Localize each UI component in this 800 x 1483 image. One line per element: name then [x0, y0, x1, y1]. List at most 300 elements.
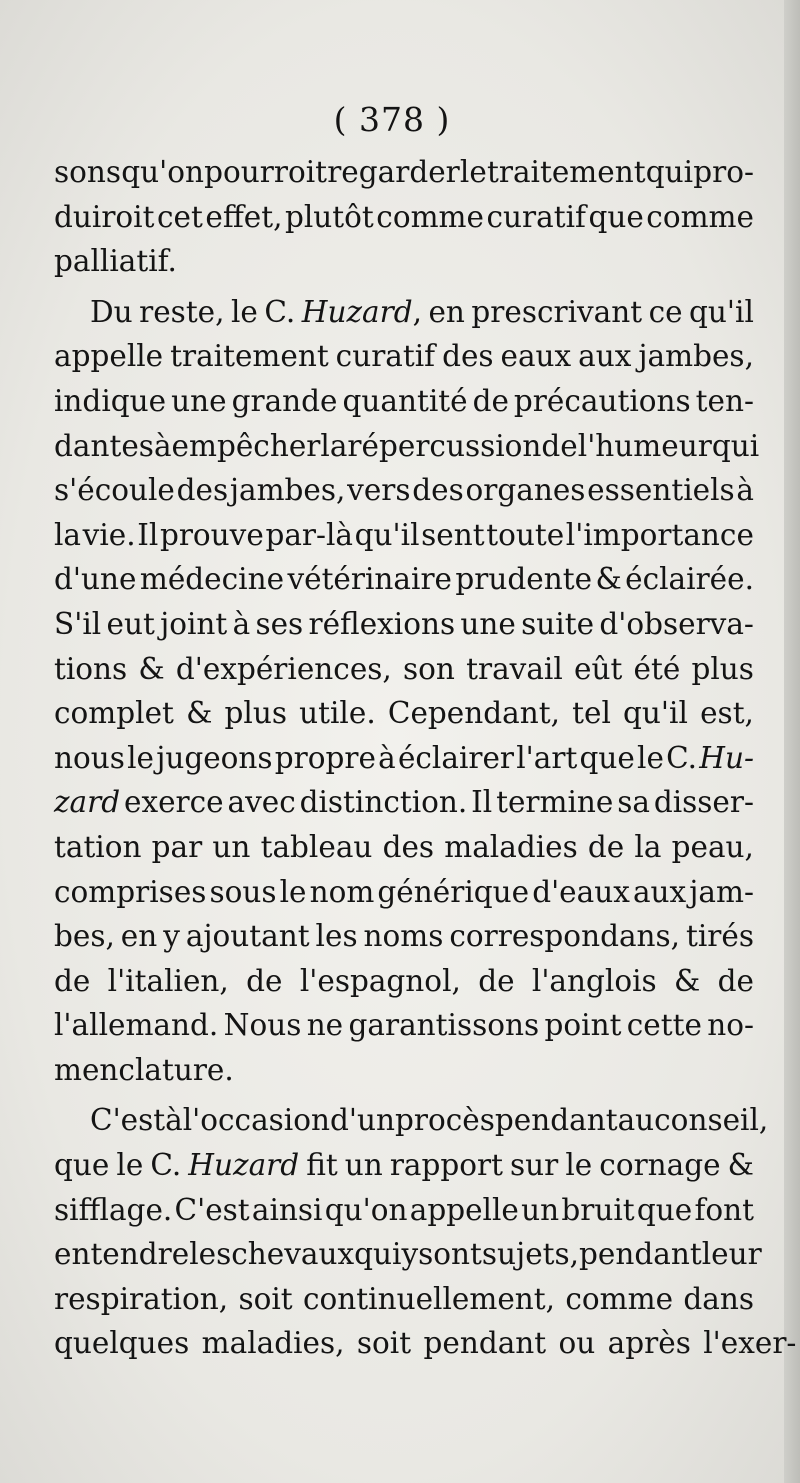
word: [637, 736, 664, 781]
word: [302, 290, 422, 335]
word: [364, 914, 444, 959]
word-text: eaux: [500, 339, 572, 374]
word-text: &: [138, 651, 165, 686]
word: [212, 825, 250, 870]
word: [54, 870, 206, 915]
word-text: l'allemand.: [54, 1008, 219, 1043]
text-line: [54, 870, 754, 915]
word: [186, 914, 310, 959]
word-text: jambes,: [638, 339, 754, 374]
word: [565, 1143, 592, 1188]
word: [637, 1188, 692, 1233]
word-text: Cependant,: [387, 696, 560, 731]
word: [225, 691, 287, 736]
word-text: après: [607, 1326, 691, 1361]
word-text: que: [588, 199, 644, 234]
word: [186, 691, 212, 736]
word-text: soit: [238, 1281, 293, 1316]
word-text: tions: [54, 651, 128, 686]
word-text: ou: [558, 1326, 596, 1361]
word: [703, 1321, 796, 1366]
word-text: &: [186, 696, 213, 731]
word: [623, 691, 688, 736]
word-text: indique: [54, 383, 167, 418]
word: [54, 914, 115, 959]
word: [559, 1321, 596, 1366]
word: [316, 914, 358, 959]
word-text: suite: [521, 606, 595, 641]
word-text: sont: [418, 1237, 482, 1272]
word-text: sur: [510, 1148, 559, 1183]
text-line: [54, 691, 754, 736]
paragraph: [54, 290, 760, 1093]
word-text: pendant: [423, 1326, 547, 1361]
word: [175, 1188, 250, 1233]
word: [579, 1232, 702, 1277]
word-text: utile.: [299, 696, 376, 731]
word-text: tel: [572, 696, 611, 731]
text-line: [54, 959, 754, 1004]
word-text: eut: [106, 606, 155, 641]
word-text: appelle: [54, 339, 164, 374]
word-text: organes: [465, 473, 586, 508]
word: [634, 647, 681, 692]
word: [378, 736, 396, 781]
word-text: en: [428, 294, 465, 329]
word: [566, 513, 754, 558]
word: [471, 780, 492, 825]
word-text: l'anglois: [531, 963, 657, 998]
word-text: chevaux: [231, 1237, 355, 1272]
text-line: [54, 424, 760, 469]
word-text: nom: [309, 874, 375, 909]
word: [280, 870, 307, 915]
word-text: s'écoule: [54, 473, 175, 508]
word-text: qui: [645, 155, 694, 189]
word: [634, 825, 661, 870]
text-line: [54, 513, 754, 558]
word: [308, 602, 455, 647]
word-text: Il: [471, 785, 493, 820]
word-text: &: [595, 562, 622, 597]
word: [345, 1143, 383, 1188]
word-text: de: [472, 383, 509, 418]
word-text: C.: [264, 294, 296, 329]
word-text: à: [165, 1103, 183, 1138]
word-text: que: [636, 1192, 693, 1227]
word-text: respiration,: [54, 1281, 229, 1316]
word: [689, 290, 754, 335]
word-text: jugeons: [156, 740, 273, 775]
word: [121, 914, 157, 959]
word: [177, 468, 228, 513]
word-text: la: [320, 428, 348, 463]
word-text: toute: [486, 517, 565, 552]
word: [170, 334, 329, 379]
word: [224, 1003, 302, 1048]
word-text: générique: [377, 874, 530, 909]
text-line: [54, 468, 754, 513]
word-text: l'exer-: [703, 1326, 797, 1361]
word-text: quantité: [342, 383, 468, 418]
word: [299, 691, 376, 736]
word-text: d'un: [330, 1103, 396, 1138]
word-text: &: [674, 963, 701, 998]
word: [320, 424, 347, 469]
word-text: peau,: [671, 829, 754, 864]
word-text: ajoutant: [185, 919, 310, 954]
word: [501, 334, 572, 379]
word-text: empêcher: [171, 428, 321, 463]
word: [336, 334, 435, 379]
word-text: pendant: [494, 1103, 618, 1138]
word-text: bruit: [561, 1192, 635, 1227]
word: [544, 1003, 621, 1048]
word: [303, 1277, 555, 1322]
word-text: l'art: [516, 740, 578, 775]
word-text: leur: [701, 1237, 762, 1272]
word: [444, 825, 578, 870]
word: [532, 870, 630, 915]
word-text: été: [633, 651, 681, 686]
word: [532, 959, 657, 1004]
word-text: ainsi: [251, 1192, 323, 1227]
word-text: bes,: [54, 919, 115, 954]
word: [672, 825, 754, 870]
word: [54, 1232, 189, 1277]
word: [137, 513, 158, 558]
word: [231, 290, 258, 335]
text-line: [54, 1188, 754, 1233]
italic-name: Huzard: [188, 1148, 300, 1183]
word-text: d'expériences,: [175, 651, 392, 686]
word: [157, 195, 203, 240]
word-text: C'est: [90, 1103, 166, 1138]
word-text: à: [153, 428, 172, 463]
word: [587, 468, 735, 513]
word-text: plus: [691, 651, 754, 686]
word: [231, 1232, 354, 1277]
text-line: [54, 825, 754, 870]
text-line: [54, 239, 754, 284]
word: [578, 424, 712, 469]
word-text: les: [189, 1237, 232, 1272]
word: [423, 1321, 546, 1366]
word: [390, 1143, 503, 1188]
text-line: [54, 290, 754, 335]
word: [54, 1277, 228, 1322]
word-text: maladies,: [201, 1326, 345, 1361]
word: [608, 1321, 691, 1366]
word-text: qui: [711, 428, 760, 463]
word: [54, 150, 121, 195]
word-text: ce: [648, 294, 683, 329]
word-text: conseil,: [654, 1103, 769, 1138]
word-text: comme: [565, 1281, 674, 1316]
word: [421, 513, 484, 558]
word-text: exerce: [123, 785, 224, 820]
word: [124, 780, 224, 825]
word-text: reste,: [139, 294, 225, 329]
word-text: essentiels: [587, 473, 735, 508]
word-text: plutôt: [284, 199, 374, 234]
text-line: [54, 1143, 754, 1188]
word: [138, 647, 164, 692]
word: [428, 290, 464, 335]
word-text: noms: [363, 919, 444, 954]
word: [541, 424, 577, 469]
word-text: le: [127, 740, 154, 775]
word: [696, 379, 754, 424]
word: [666, 736, 697, 781]
word: [54, 602, 101, 647]
word-text: aux: [632, 874, 687, 909]
word: [466, 647, 563, 692]
word: [287, 557, 452, 602]
word: [617, 780, 650, 825]
word: [54, 959, 90, 1004]
italic-name: Hu-: [699, 740, 754, 775]
word-text: le: [459, 155, 487, 189]
word-text: d'observa-: [599, 606, 754, 641]
word: [54, 334, 163, 379]
word: [230, 468, 346, 513]
word: [54, 825, 142, 870]
word: [306, 1143, 338, 1188]
word-text: qu'on: [121, 155, 204, 189]
word-text: une: [460, 606, 516, 641]
word: [140, 557, 284, 602]
word-text: le: [230, 294, 258, 329]
word-text: l'importance: [565, 517, 754, 552]
word: [310, 870, 375, 915]
word: [521, 602, 594, 647]
word-text: S'il: [54, 606, 102, 641]
word: [410, 1188, 519, 1233]
word-text: prouve: [159, 517, 264, 552]
italic-name: zard: [54, 785, 121, 820]
text-line: [54, 1321, 797, 1366]
word: [347, 424, 541, 469]
word: [442, 334, 493, 379]
word: [150, 1143, 181, 1188]
word: [255, 602, 303, 647]
word: [702, 1232, 762, 1277]
word-text: vétérinaire: [287, 562, 453, 597]
word-text: point: [544, 1008, 622, 1043]
word-text: le: [637, 740, 664, 775]
word: [403, 647, 455, 692]
word: [54, 736, 125, 781]
word: [496, 780, 613, 825]
word: [578, 334, 631, 379]
word-text: que: [54, 1148, 110, 1183]
word: [349, 1003, 540, 1048]
word: [325, 1188, 408, 1233]
word: [227, 780, 295, 825]
word-text: sifflage.: [54, 1192, 173, 1227]
word-text: un: [344, 1148, 383, 1183]
word-text: par-là: [265, 517, 354, 552]
word-text: fit: [306, 1148, 338, 1183]
word-text: le: [565, 1148, 593, 1183]
word-text: de: [717, 963, 754, 998]
word: [627, 1003, 702, 1048]
word: [330, 1098, 395, 1143]
word-text: jambes,: [229, 473, 346, 508]
word: [300, 780, 468, 825]
word-text: font: [694, 1192, 754, 1227]
word-text: l'occasion: [182, 1103, 331, 1138]
word: [108, 959, 229, 1004]
word: [388, 691, 560, 736]
word: [516, 736, 577, 781]
word: [700, 691, 754, 736]
word-text: des: [412, 473, 464, 508]
word-text: la: [634, 829, 662, 864]
word-text: &: [727, 1148, 754, 1183]
word-text: sous: [209, 874, 277, 909]
word-text: menclature.: [54, 1052, 234, 1087]
word-text: pourroit: [204, 155, 328, 189]
word-text: traitement: [170, 339, 329, 374]
word-text: les: [315, 919, 358, 954]
word: [654, 780, 754, 825]
word-text: quelques: [54, 1326, 190, 1361]
word-text: d'eaux: [532, 874, 630, 909]
word-text: termine: [496, 785, 614, 820]
word: [165, 1098, 183, 1143]
word: [285, 195, 374, 240]
word: [588, 195, 643, 240]
word: [412, 468, 463, 513]
word: [588, 825, 624, 870]
word-text: curatif: [486, 199, 586, 234]
word-text: y: [401, 1237, 419, 1272]
word: [398, 736, 514, 781]
word: [90, 1098, 165, 1143]
word-text: Il: [137, 517, 159, 552]
word: [163, 914, 180, 959]
word: [347, 468, 410, 513]
word-text: ,: [412, 294, 422, 329]
word-text: joint: [160, 606, 228, 641]
word: [54, 647, 127, 692]
word-text: Du: [90, 294, 133, 329]
text-line: [54, 195, 754, 240]
word: [460, 150, 487, 195]
word-text: effet,: [205, 199, 283, 234]
word: [54, 1048, 234, 1093]
word: [728, 1143, 754, 1188]
word: [694, 1188, 754, 1233]
word: [54, 1003, 218, 1048]
word-text: en: [120, 919, 158, 954]
word: [449, 914, 680, 959]
word: [572, 691, 611, 736]
word-text: avec: [227, 785, 296, 820]
word-text: le: [116, 1148, 144, 1183]
word-text: qu'il: [623, 696, 688, 731]
word-text: ne: [306, 1008, 344, 1043]
word: [510, 1143, 558, 1188]
word: [300, 959, 461, 1004]
word-text: ten-: [695, 383, 754, 418]
word-text: de: [541, 428, 578, 463]
word-text: garantissons: [348, 1008, 540, 1043]
text-line: [54, 557, 754, 602]
word: [686, 914, 754, 959]
word-text: l'italien,: [107, 963, 229, 998]
word-text: jam-: [689, 874, 754, 909]
word: [618, 1098, 655, 1143]
word-text: comprises: [54, 874, 207, 909]
word-text: tirés: [686, 919, 754, 954]
word-text: de: [246, 963, 283, 998]
word-text: sent: [421, 517, 485, 552]
page-edge-shadow: [784, 0, 800, 1483]
word-text: dans: [683, 1281, 754, 1316]
word: [83, 513, 136, 558]
word-text: aux: [578, 339, 632, 374]
word: [172, 424, 321, 469]
word: [654, 1098, 768, 1143]
word: [625, 557, 754, 602]
word-text: nous: [54, 740, 125, 775]
word-text: complet: [54, 696, 174, 731]
word-text: soit: [356, 1326, 412, 1361]
word: [395, 1098, 495, 1143]
word: [471, 290, 642, 335]
word: [54, 468, 175, 513]
word: [691, 647, 753, 692]
word: [376, 195, 484, 240]
page-number: ( 378 ): [333, 100, 451, 139]
word: [202, 1321, 345, 1366]
word-text: regarder: [327, 155, 460, 189]
word-text: prudente: [455, 562, 593, 597]
text-line: [54, 736, 754, 781]
word-text: réflexions: [308, 606, 456, 641]
word: [261, 825, 373, 870]
word: [460, 602, 515, 647]
word-text: des: [442, 339, 494, 374]
word-text: médecine: [139, 562, 285, 597]
word: [599, 1143, 720, 1188]
word: [486, 513, 564, 558]
word-text: à: [736, 473, 754, 508]
word-text: distinction.: [299, 785, 468, 820]
word-text: répercussion: [347, 428, 542, 463]
word: [482, 1232, 579, 1277]
text-line: [54, 1277, 754, 1322]
word: [265, 513, 353, 558]
word: [160, 602, 227, 647]
text-line: [54, 602, 754, 647]
word: [693, 150, 754, 195]
word-text: à: [378, 740, 396, 775]
word-text: C.: [150, 1148, 182, 1183]
text-line: [54, 1003, 754, 1048]
word-text: appelle: [409, 1192, 519, 1227]
word: [188, 1143, 299, 1188]
word: [54, 557, 136, 602]
word-text: que: [579, 740, 635, 775]
word-text: d'une: [54, 562, 137, 597]
word-text: eût: [573, 651, 623, 686]
word: [377, 870, 529, 915]
word-text: comme: [376, 199, 484, 234]
